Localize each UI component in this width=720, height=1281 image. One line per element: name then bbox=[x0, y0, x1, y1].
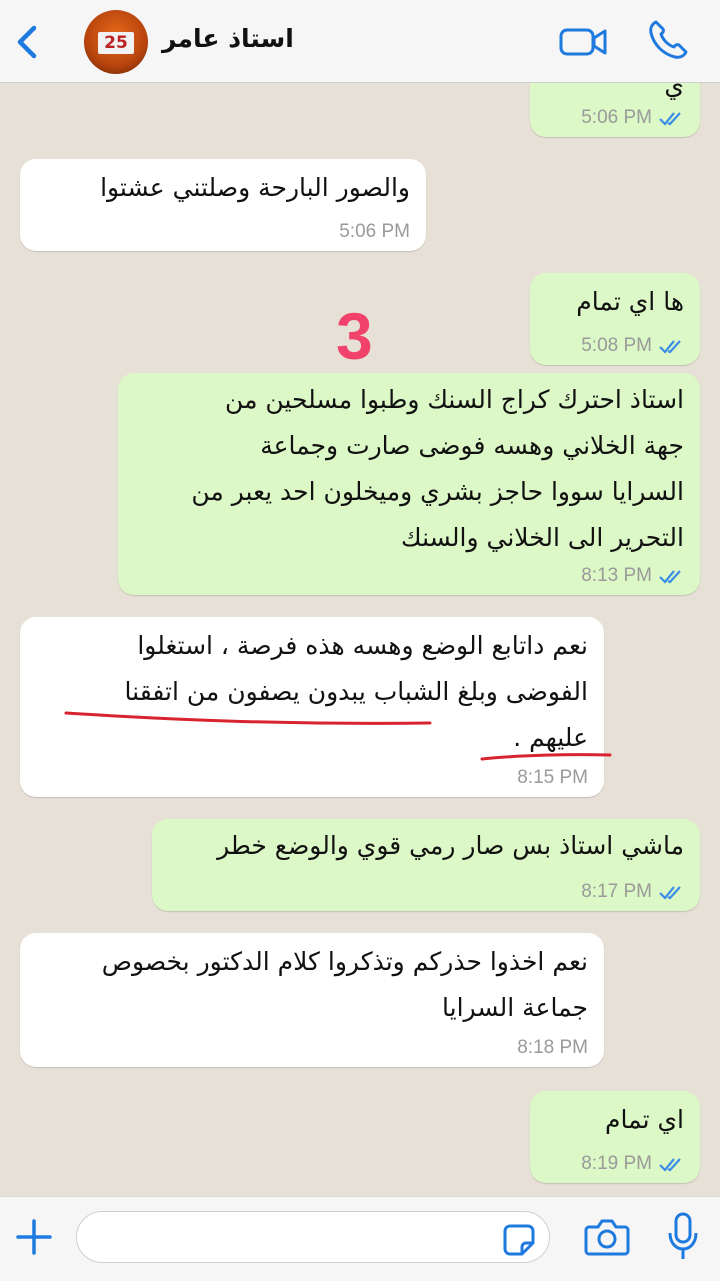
avatar-text: 25 bbox=[98, 32, 134, 54]
read-ticks-icon bbox=[658, 1156, 686, 1172]
outgoing-message[interactable] bbox=[530, 83, 700, 137]
plus-icon[interactable] bbox=[14, 1217, 54, 1257]
read-ticks-icon bbox=[658, 110, 686, 126]
message-text: استاذ احترك كراج السنك وطبوا مسلحين من جهة الخلاني وهسه فوضى صارت وجماعة السرايا سووا حاجز بشري وميخلون احد يعبر من التحرير الى الخلاني والسنك bbox=[191, 385, 684, 552]
read-ticks-icon bbox=[658, 884, 686, 900]
sticker-icon[interactable] bbox=[502, 1223, 536, 1257]
read-ticks-icon bbox=[658, 568, 686, 584]
message-meta bbox=[581, 1153, 686, 1175]
outgoing-message[interactable] bbox=[530, 1091, 700, 1183]
incoming-message[interactable] bbox=[20, 933, 604, 1067]
message-text: ماشي استاذ بس صار رمي قوي والوضع خطر bbox=[217, 831, 684, 860]
message-time: 8:15 PM bbox=[517, 767, 588, 788]
message-meta bbox=[581, 881, 686, 903]
incoming-message[interactable] bbox=[20, 617, 604, 797]
microphone-icon[interactable] bbox=[666, 1211, 700, 1263]
message-meta bbox=[517, 1037, 588, 1059]
message-time: 5:06 PM bbox=[339, 221, 410, 242]
outgoing-message[interactable] bbox=[530, 273, 700, 365]
outgoing-message[interactable] bbox=[152, 819, 700, 911]
message-text: ها اي تمام bbox=[576, 287, 684, 316]
message-input[interactable] bbox=[76, 1211, 550, 1263]
message-text: ي bbox=[664, 83, 684, 100]
message-text: نعم اخذوا حذركم وتذكروا كلام الدكتور بخصوص جماعة السرايا bbox=[101, 947, 588, 1022]
message-time: 5:08 PM bbox=[581, 335, 652, 356]
read-ticks-icon bbox=[658, 338, 686, 354]
chat-area[interactable] bbox=[0, 83, 720, 1196]
phone-icon[interactable] bbox=[646, 18, 690, 62]
message-time: 5:06 PM bbox=[581, 107, 652, 128]
camera-icon[interactable] bbox=[584, 1217, 630, 1257]
message-meta bbox=[339, 221, 410, 243]
message-text: اي تمام bbox=[605, 1105, 684, 1134]
message-text: نعم داتابع الوضع وهسه هذه فرصة ، استغلوا الفوضى وبلغ الشباب يبدون يصفون من اتفقنا عليهم . bbox=[124, 631, 588, 752]
back-chevron-icon[interactable] bbox=[12, 22, 42, 62]
video-call-icon[interactable] bbox=[558, 24, 608, 60]
message-time: 8:17 PM bbox=[581, 881, 652, 902]
message-meta bbox=[581, 335, 686, 357]
message-text: والصور البارحة وصلتني عشتوا bbox=[100, 173, 410, 202]
message-meta bbox=[581, 107, 686, 129]
message-time: 8:19 PM bbox=[581, 1153, 652, 1174]
message-time: 8:13 PM bbox=[581, 565, 652, 586]
avatar[interactable] bbox=[84, 10, 148, 74]
outgoing-message[interactable] bbox=[118, 373, 700, 595]
chat-header bbox=[0, 0, 720, 83]
incoming-message[interactable] bbox=[20, 159, 426, 251]
contact-name[interactable]: استاذ عامر bbox=[162, 24, 294, 53]
message-meta bbox=[517, 767, 588, 789]
message-input-bar bbox=[0, 1196, 720, 1281]
annotation-number: 3 bbox=[336, 299, 373, 373]
message-meta bbox=[581, 565, 686, 587]
message-time: 8:18 PM bbox=[517, 1037, 588, 1058]
